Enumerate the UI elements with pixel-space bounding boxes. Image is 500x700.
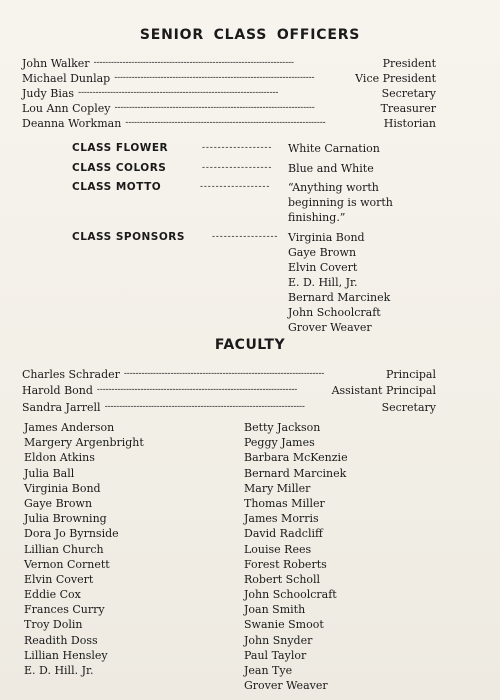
sponsor-name: Grover Weaver (288, 321, 372, 334)
leader-dots (202, 163, 278, 173)
faculty-title: FACULTY (214, 337, 286, 353)
faculty-name: Swanie Smoot (244, 618, 324, 632)
leader-dots (105, 399, 378, 414)
class-motto-line: beginning is worth (288, 196, 393, 209)
faculty-name: Thomas Miller (244, 496, 325, 510)
faculty-name: Forest Roberts (244, 557, 327, 571)
faculty-name: Eldon Atkins (24, 451, 95, 465)
faculty-name: Grover Weaver (244, 679, 328, 693)
faculty-name: Joan Smith (244, 603, 306, 617)
faculty-name: Lillian Hensley (24, 648, 108, 662)
leader-dots (125, 115, 379, 130)
faculty-name: Bernard Marcinek (244, 466, 347, 480)
class-colors-value: Blue and White (288, 162, 374, 175)
leader-dots (114, 70, 351, 85)
sponsor-name: Elvin Covert (288, 261, 358, 274)
class-colors-label: CLASS COLORS (72, 162, 167, 174)
class-flower-label: CLASS FLOWER (72, 142, 169, 154)
officer-role: Historian (383, 117, 436, 130)
admin-row (22, 384, 436, 399)
class-sponsors-label: CLASS SPONSORS (72, 231, 185, 243)
leader-dots (114, 100, 376, 115)
admin-role: Secretary (381, 401, 436, 414)
faculty-name: James Morris (244, 512, 319, 526)
admin-name: Harold Bond (22, 384, 93, 397)
faculty-name: James Anderson (24, 421, 115, 434)
faculty-name: John Schoolcraft (244, 588, 337, 602)
faculty-name: Frances Curry (24, 603, 105, 617)
officer-name: Deanna Workman (22, 117, 122, 130)
leader-dots (124, 366, 382, 381)
class-motto-line: “Anything worth (288, 181, 379, 194)
leader-dots (212, 232, 278, 242)
officer-name: Michael Dunlap (22, 72, 111, 85)
officer-name: Lou Ann Copley (22, 102, 111, 115)
sponsor-name: E. D. Hill, Jr. (288, 276, 358, 289)
officer-role: Treasurer (380, 102, 436, 115)
faculty-name: John Snyder (244, 633, 313, 647)
faculty-name: Louise Rees (244, 542, 312, 556)
admin-row (22, 368, 436, 383)
faculty-list-right (244, 420, 348, 693)
leader-dots (78, 85, 378, 100)
admin-role: Assistant Principal (331, 384, 436, 397)
faculty-name: Elvin Covert (24, 572, 94, 586)
officer-role: Secretary (381, 87, 436, 100)
leader-dots (94, 55, 379, 70)
officers-title: SENIOR CLASS OFFICERS (139, 27, 361, 43)
sponsor-name: Virginia Bond (288, 231, 365, 244)
faculty-name: Paul Taylor (244, 648, 307, 662)
sponsor-name: Gaye Brown (288, 246, 357, 259)
class-motto-line: finishing.” (288, 211, 346, 224)
officer-row (22, 117, 436, 132)
leader-dots (97, 382, 328, 397)
faculty-name: Virginia Bond (24, 481, 101, 495)
faculty-name: Betty Jackson (244, 421, 321, 434)
admin-name: Charles Schrader (22, 368, 120, 381)
faculty-name: Margery Argenbright (24, 436, 144, 450)
faculty-name: Barbara McKenzie (244, 451, 348, 465)
admin-name: Sandra Jarrell (22, 401, 101, 414)
faculty-name: Mary Miller (244, 481, 311, 495)
faculty-name: Peggy James (244, 436, 315, 450)
faculty-name: Dora Jo Byrnside (24, 527, 119, 541)
sponsor-name: Bernard Marcinek (288, 291, 391, 304)
leader-dots (200, 182, 278, 192)
officer-name: John Walker (22, 57, 90, 70)
class-flower-value: White Carnation (288, 142, 380, 155)
officer-role: President (382, 57, 436, 70)
faculty-name: Vernon Cornett (24, 557, 110, 571)
faculty-name: Troy Dolin (24, 618, 83, 632)
class-motto-label: CLASS MOTTO (72, 181, 162, 193)
faculty-name: Readith Doss (24, 633, 98, 647)
leader-dots (202, 143, 278, 153)
officer-name: Judy Bias (22, 87, 75, 100)
officer-role: Vice President (355, 72, 436, 85)
faculty-name: Julia Browning (24, 512, 107, 526)
faculty-name: Gaye Brown (24, 496, 93, 510)
faculty-name: Lillian Church (24, 542, 104, 556)
admin-row (22, 401, 436, 416)
faculty-name: Robert Scholl (244, 572, 321, 586)
admin-role: Principal (385, 368, 436, 381)
faculty-list-left (24, 420, 144, 678)
faculty-name: E. D. Hill. Jr. (24, 664, 94, 677)
faculty-name: Eddie Cox (24, 588, 81, 602)
faculty-name: Jean Tye (244, 664, 293, 677)
faculty-name: David Radcliff (244, 527, 323, 541)
sponsor-name: John Schoolcraft (288, 306, 381, 319)
faculty-name: Julia Ball (24, 466, 75, 480)
